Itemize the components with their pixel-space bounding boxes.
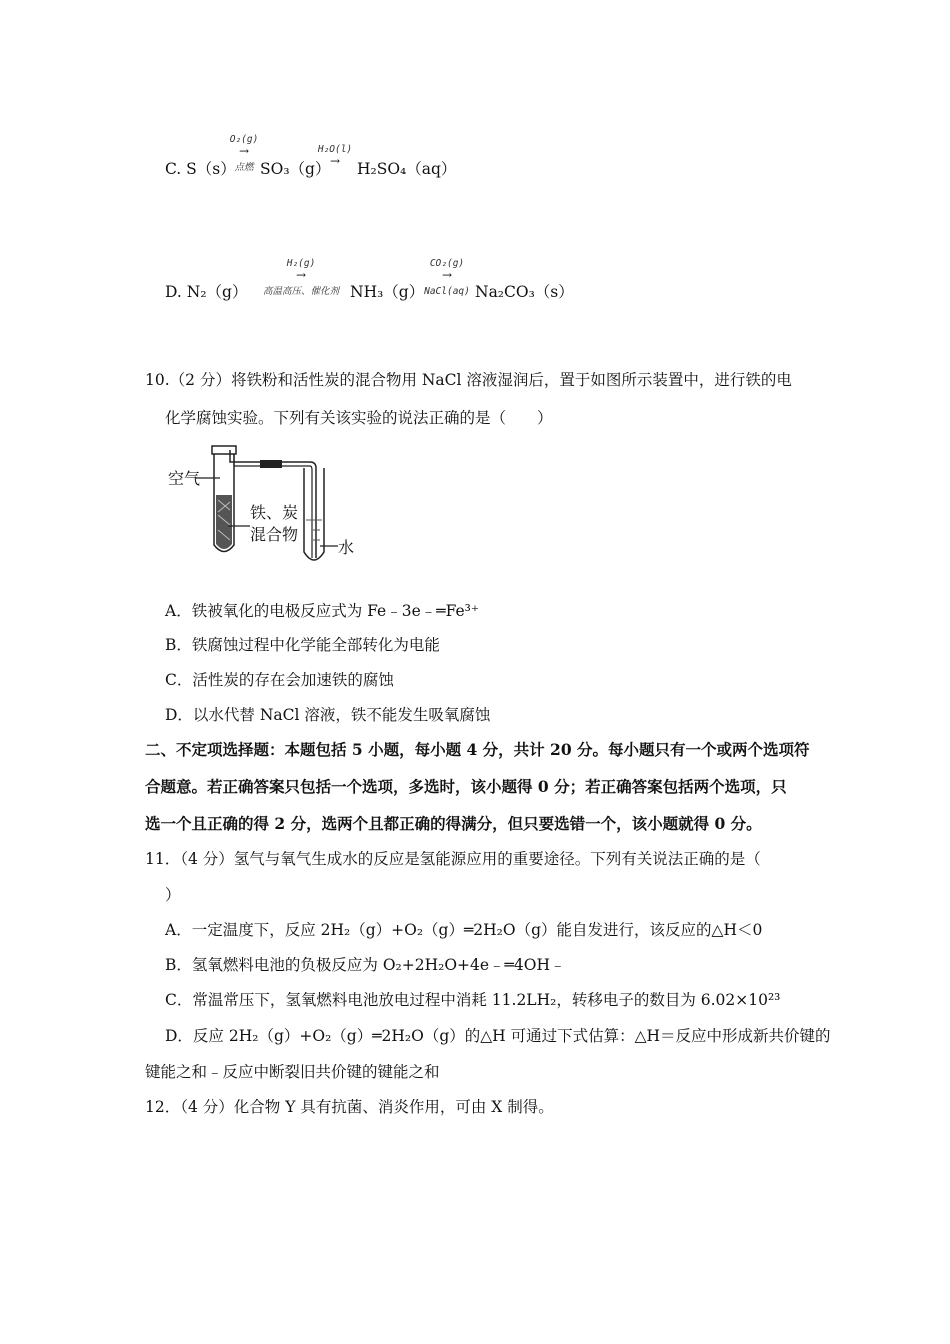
q9-d-condition-1 (252, 252, 350, 298)
option-letter: D. (165, 283, 182, 301)
condition-bottom: NaCl(aq) (424, 286, 470, 297)
q11-option-c: C．常温常压下，氢氧燃料电池放电过程中消耗 11.2LH₂，转移电子的数目为 6.02×10²³ (165, 991, 781, 1009)
q9-c-product: H₂SO₄（aq） (357, 160, 457, 178)
q9-d-condition-2 (418, 252, 476, 298)
q9-option-d (165, 281, 247, 303)
reactant: S（s） (186, 160, 236, 178)
section2-instructions-line2: 合题意。若正确答案只包括一个选项，多选时，该小题得 0 分；若正确答案包括两个选项，只 (145, 777, 787, 796)
q11-option-d-continued: 键能之和﹣反应中断裂旧共价键的键能之和 (145, 1063, 440, 1081)
q11-option-d: D．反应 2H₂（g）+O₂（g）═2H₂O（g）的△H 可通过下式估算：△H＝反应中形成新共价键的 (165, 1027, 831, 1045)
q10-stem-line2: 化学腐蚀实验。下列有关该实验的说法正确的是（ ） (165, 409, 553, 427)
q10-option-a: A．铁被氧化的电极反应式为 Fe﹣3e﹣═Fe³⁺ (165, 602, 480, 620)
rubber-connector-icon (260, 460, 282, 468)
section2-instructions-line3: 选一个且正确的得 2 分，选两个且都正确的得满分，但只要选错一个，该小题就得 0 分。 (145, 814, 762, 833)
q9-d-intermediate: NH₃（g） (350, 283, 425, 301)
q11-option-a: A．一定温度下，反应 2H₂（g）+O₂（g）═2H₂O（g）能自发进行，该反应的△H＜0 (165, 921, 763, 939)
arrow-icon: → (329, 154, 341, 168)
q9-c-condition-2 (315, 138, 355, 166)
condition-top: H₂O(l) (317, 144, 353, 155)
label-air: 空气 (168, 469, 201, 488)
arrow-icon: → (295, 268, 307, 282)
option-letter: C. (165, 160, 182, 178)
q10-option-b: B．铁腐蚀过程中化学能全部转化为电能 (165, 636, 440, 654)
condition-top: O₂(g) (229, 134, 259, 145)
stopper-icon (212, 446, 236, 454)
arrow-icon: → (441, 268, 453, 282)
condition-bottom: 高温高压、催化剂 (262, 286, 339, 297)
q10-option-c: C．活性炭的存在会加速铁的腐蚀 (165, 671, 394, 689)
condition-bottom: 点燃 (234, 162, 254, 173)
q9-c-condition-1 (226, 128, 262, 174)
iron-carbon-mixture-icon (216, 495, 232, 549)
q9-d-product: Na₂CO₃（s） (475, 283, 574, 301)
q11-stem-line1: 11．（4 分）氢气与氧气生成水的反应是氢能源应用的重要途径。下列有关说法正确的是（ (145, 850, 761, 868)
label-mixture-line2: 混合物 (250, 525, 299, 544)
q10-option-d: D．以水代替 NaCl 溶液，铁不能发生吸氧腐蚀 (165, 706, 491, 724)
q10-stem-line1: 10.（2 分）将铁粉和活性炭的混合物用 NaCl 溶液湿润后，置于如图所示装置中，进行铁的电 (145, 371, 792, 389)
q10-apparatus-figure (160, 440, 370, 570)
q12-stem: 12．（4 分）化合物 Y 具有抗菌、消炎作用，可由 X 制得。 (145, 1098, 554, 1116)
label-water: 水 (338, 538, 355, 557)
arrow-icon: → (238, 144, 250, 158)
q11-option-b: B．氢氧燃料电池的负极反应为 O₂+2H₂O+4e﹣═4OH﹣ (165, 956, 566, 974)
condition-top: CO₂(g) (429, 258, 465, 269)
section2-instructions-line1: 二、不定项选择题：本题包括 5 小题，每小题 4 分，共计 20 分。每小题只有一个或两个选项符 (145, 740, 810, 759)
q9-c-intermediate: SO₃（g） (260, 160, 331, 178)
label-mixture-line1: 铁、炭 (250, 503, 299, 522)
q11-stem-line2: ） (165, 886, 181, 904)
reactant: N₂（g） (186, 283, 248, 301)
condition-top: H₂(g) (286, 258, 316, 269)
